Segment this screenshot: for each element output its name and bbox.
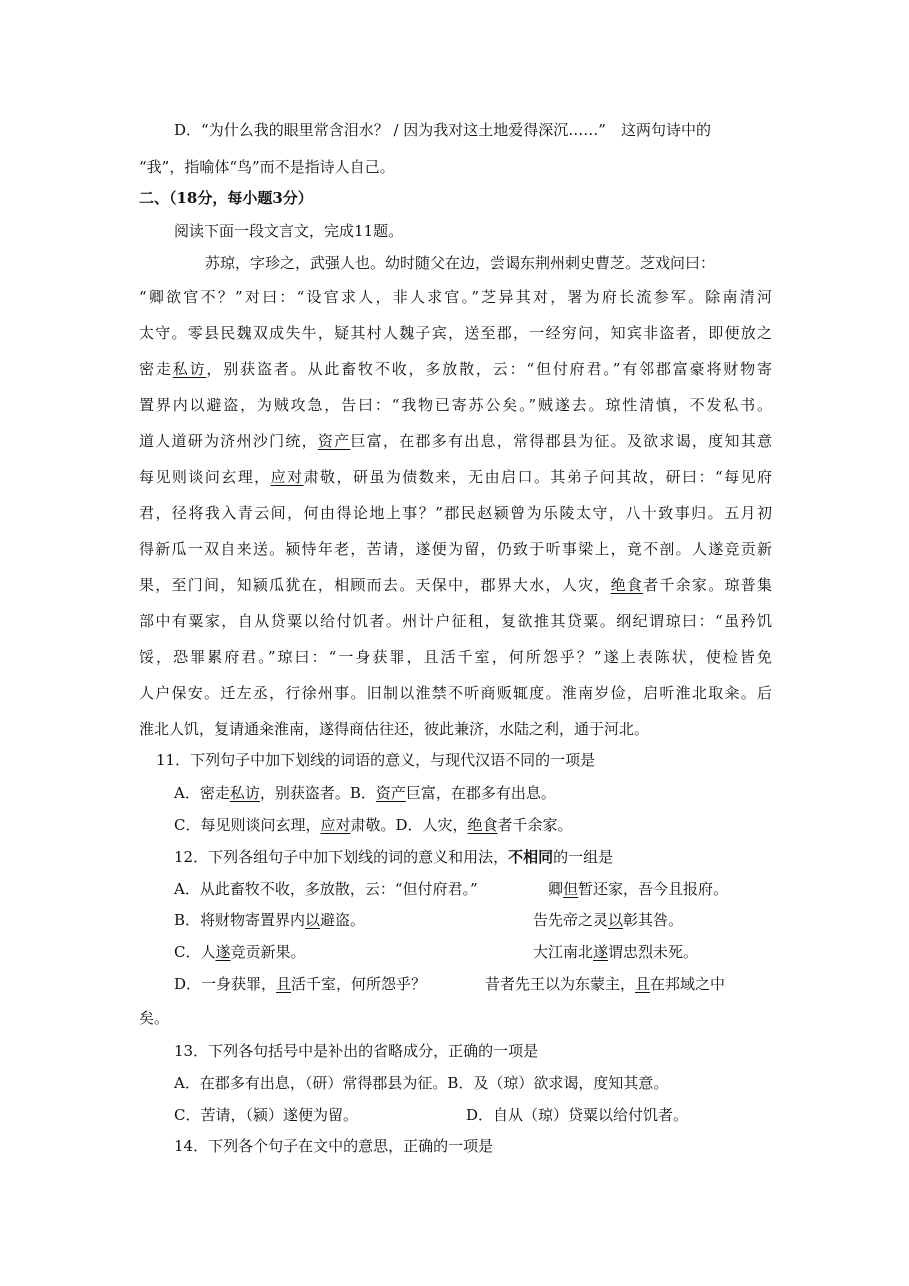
passage-line: 置界内以避盗，为贼攻急，告曰：“我物已寄苏公矣。”贼遂去。琼性清慎，不发私书。 [139,396,772,414]
q13-stem: 13．下列各句括号中是补出的省略成分，正确的一项是 [174,1042,539,1060]
q11-options-cd: C．每见则谈问玄理，应对肃敬。D．人灾，绝食者千余家。 [174,816,573,834]
underlined-word: 私访 [172,360,207,378]
q13-option-d: D．自从（琼）贷粟以给付饥者。 [466,1106,689,1124]
passage-line: 馁，恐罪累府君。”琼曰：“一身获罪，且活千室，何所怨乎？”遂上表陈状，使检皆免 [139,648,772,666]
q13-options-ab: A．在郡多有出息，（研）常得郡县为征。B．及（琼）欲求谒，度知其意。 [174,1074,669,1092]
q10-option-d-line1: D．“为什么我的眼里常含泪水？ / 因为我对这土地爱得深沉……” 这两句诗中的 [174,121,711,139]
passage-line: 苏琼，字珍之，武强人也。幼时随父在边，尝谒东荆州刺史曹芝。芝戏问曰： [205,254,716,272]
underlined-word: 应对 [270,468,304,486]
underlined-word: 绝食 [610,576,644,594]
section-heading: 二、（18分，每小题3分） [139,189,313,207]
passage-line: 密走私访，别获盗者。从此畜牧不收，多放散，云：“但付府君。”有邻郡富豪将财物寄 [139,360,772,378]
q11-options-ab: A．密走私访，别获盗者。B．资产巨富，在郡多有出息。 [174,784,556,802]
passage-line: 道人道研为济州沙门统，资产巨富，在郡多有出息，常得郡县为征。及欲求谒，度知其意 [139,432,772,450]
passage-line: 人户保安。迁左丞，行徐州事。旧制以淮禁不听商贩辄度。淮南岁俭，启听淮北取籴。后 [139,684,772,702]
passage-line: 每见则谈问玄理，应对肃敬，研虽为债数来，无由启口。其弟子问其故，研曰：“每见府 [139,468,772,486]
passage-line: 君，径将我入青云间，何由得论地上事？”郡民赵颍曾为乐陵太守，八十致事归。五月初 [139,504,772,522]
q11-stem: 11．下列句子中加下划线的词语的意义，与现代汉语不同的一项是 [156,751,596,769]
q13-option-c: C．苦请，（颍）遂便为留。 [174,1106,358,1124]
passage-line: 淮北人饥，复请通籴淮南，遂得商估往还，彼此兼济，水陆之利，通于河北。 [139,720,650,738]
passage-line: 得新瓜一双自来送。颍恃年老，苦请，遂便为留，仍致于听事梁上，竟不剖。人遂竞贡新 [139,540,772,558]
passage-line: 太守。零县民魏双成失牛，疑其村人魏子宾，送至郡，一经穷问，知宾非盗者，即便放之 [139,324,772,342]
q14-stem: 14．下列各个句子在文中的意思，正确的一项是 [174,1137,494,1155]
underlined-word: 资产 [317,432,351,450]
passage-line: 果，至门间，知颍瓜犹在，相顾而去。天保中，郡界大水，人灾，绝食者千余家。琼普集 [139,576,772,594]
section-instruction: 阅读下面一段文言文，完成11题。 [174,222,404,240]
q12-stem: 12．下列各组句子中加下划线的词的意义和用法，不相同的一组是 [174,848,614,866]
passage-line: “卿欲官不？”对曰：“设官求人，非人求官。”芝异其对，署为府长流参军。除南清河 [139,288,772,306]
q12-option-d-tail: 矣。 [139,1009,170,1027]
passage-line: 部中有粟家，自从贷粟以给付饥者。州计户征租，复欲推其贷粟。纲纪谓琼曰：“虽矜饥 [139,612,772,630]
q10-option-d-line2: “我”，指喻体“鸟”而不是指诗人自己。 [139,158,395,176]
